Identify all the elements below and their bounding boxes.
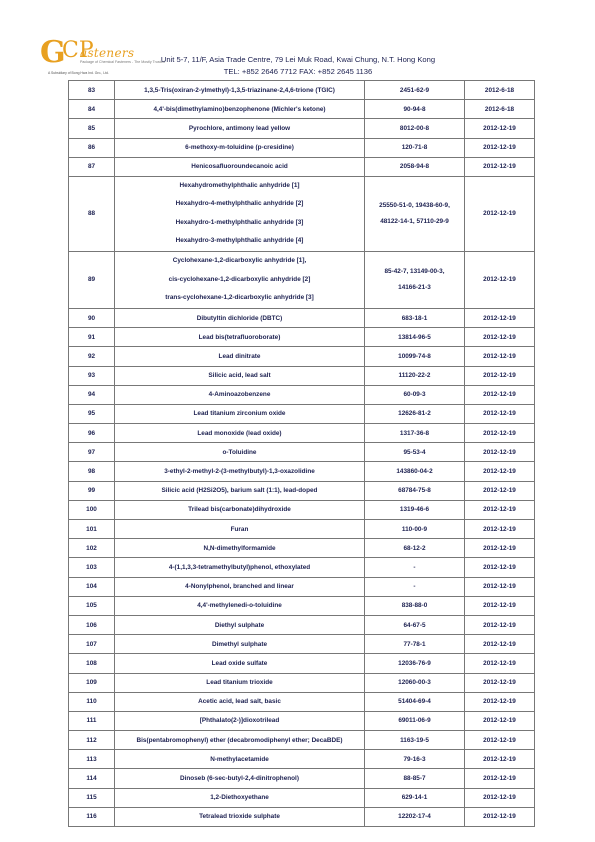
cas-number: 143860-04-2 bbox=[365, 462, 465, 481]
table-row bbox=[69, 157, 535, 176]
row-number: 85 bbox=[69, 119, 115, 138]
substance-name bbox=[115, 251, 365, 308]
inclusion-date: 2012-12-19 bbox=[465, 750, 535, 769]
substance-name: Silicic acid (H2Si2O5), barium salt (1:1), lead-doped bbox=[115, 481, 365, 500]
table-row bbox=[69, 711, 535, 730]
cas-number: 69011-06-9 bbox=[365, 711, 465, 730]
cas-number: 12036-76-9 bbox=[365, 654, 465, 673]
inclusion-date: 2012-12-19 bbox=[465, 673, 535, 692]
cas-number: - bbox=[365, 577, 465, 596]
cas-number: 10099-74-8 bbox=[365, 347, 465, 366]
table-row bbox=[69, 251, 535, 308]
inclusion-date: 2012-12-19 bbox=[465, 596, 535, 615]
table-row bbox=[69, 520, 535, 539]
cas-number: 110-00-9 bbox=[365, 520, 465, 539]
substance-name: Trilead bis(carbonate)dihydroxide bbox=[115, 500, 365, 519]
cas-number: 2451-62-9 bbox=[365, 81, 465, 100]
cas-number: 1163-19-5 bbox=[365, 731, 465, 750]
row-number: 90 bbox=[69, 308, 115, 327]
substance-name: Acetic acid, lead salt, basic bbox=[115, 692, 365, 711]
substance-name-line: cis-cyclohexane-1,2-dicarboxylic anhydride [2] bbox=[168, 275, 311, 283]
cas-number-line: 25550-51-0, 19438-60-9, bbox=[379, 201, 450, 209]
substance-name: Dibutyltin dichloride (DBTC) bbox=[115, 308, 365, 327]
inclusion-date: 2012-12-19 bbox=[465, 539, 535, 558]
inclusion-date: 2012-12-19 bbox=[465, 443, 535, 462]
cas-number: 90-94-8 bbox=[365, 100, 465, 119]
row-number: 93 bbox=[69, 366, 115, 385]
row-number: 101 bbox=[69, 520, 115, 539]
row-number: 103 bbox=[69, 558, 115, 577]
cas-number: 838-88-0 bbox=[365, 596, 465, 615]
row-number: 86 bbox=[69, 138, 115, 157]
row-number: 106 bbox=[69, 615, 115, 634]
row-number: 105 bbox=[69, 596, 115, 615]
inclusion-date: 2012-12-19 bbox=[465, 769, 535, 788]
substance-name: Dinoseb (6-sec-butyl-2,4-dinitrophenol) bbox=[115, 769, 365, 788]
inclusion-date: 2012-12-19 bbox=[465, 788, 535, 807]
inclusion-date: 2012-12-19 bbox=[465, 251, 535, 308]
row-number: 104 bbox=[69, 577, 115, 596]
row-number: 94 bbox=[69, 385, 115, 404]
substance-name: 4-Nonylphenol, branched and linear bbox=[115, 577, 365, 596]
row-number: 92 bbox=[69, 347, 115, 366]
logo-tagline: Package of Chemical Fasteners - The Mostly Trusted bbox=[80, 60, 165, 64]
table-row bbox=[69, 100, 535, 119]
row-number: 110 bbox=[69, 692, 115, 711]
cas-number: 120-71-8 bbox=[365, 138, 465, 157]
logo-cp: CP bbox=[62, 38, 94, 63]
company-logo bbox=[40, 35, 165, 78]
table-row bbox=[69, 635, 535, 654]
inclusion-date: 2012-6-18 bbox=[465, 81, 535, 100]
substance-name: Dimethyl sulphate bbox=[115, 635, 365, 654]
table-row bbox=[69, 539, 535, 558]
cas-number: 77-78-1 bbox=[365, 635, 465, 654]
table-row bbox=[69, 769, 535, 788]
inclusion-date: 2012-12-19 bbox=[465, 404, 535, 423]
cas-number: - bbox=[365, 558, 465, 577]
inclusion-date: 2012-12-19 bbox=[465, 119, 535, 138]
cas-number: 8012-00-8 bbox=[365, 119, 465, 138]
substance-name: N-methylacetamide bbox=[115, 750, 365, 769]
row-number: 100 bbox=[69, 500, 115, 519]
cas-number: 51404-69-4 bbox=[365, 692, 465, 711]
row-number: 96 bbox=[69, 424, 115, 443]
logo-g: G bbox=[40, 35, 66, 70]
substance-name: 4,4'-bis(dimethylamino)benzophenone (Michler's ketone) bbox=[115, 100, 365, 119]
substance-name: Bis(pentabromophenyl) ether (decabromodiphenyl ether; DecaBDE) bbox=[115, 731, 365, 750]
table-row bbox=[69, 692, 535, 711]
substance-name bbox=[115, 176, 365, 251]
row-number: 102 bbox=[69, 539, 115, 558]
cas-number: 88-85-7 bbox=[365, 769, 465, 788]
cas-number: 13814-96-5 bbox=[365, 328, 465, 347]
row-number: 114 bbox=[69, 769, 115, 788]
substance-name: 3-ethyl-2-methyl-2-(3-methylbutyl)-1,3-oxazolidine bbox=[115, 462, 365, 481]
substance-table-body bbox=[69, 81, 535, 827]
inclusion-date: 2012-12-19 bbox=[465, 481, 535, 500]
substance-name: 6-methoxy-m-toluidine (p-cresidine) bbox=[115, 138, 365, 157]
cas-number bbox=[365, 176, 465, 251]
inclusion-date: 2012-12-19 bbox=[465, 654, 535, 673]
substance-name: Silicic acid, lead salt bbox=[115, 366, 365, 385]
cas-number: 12202-17-4 bbox=[365, 807, 465, 826]
row-number: 109 bbox=[69, 673, 115, 692]
substance-name-line: Hexahydro-4-methylphthalic anhydride [2] bbox=[175, 200, 304, 208]
cas-number: 2058-94-8 bbox=[365, 157, 465, 176]
substance-name: Lead titanium trioxide bbox=[115, 673, 365, 692]
table-row bbox=[69, 424, 535, 443]
cas-number: 60-09-3 bbox=[365, 385, 465, 404]
table-row bbox=[69, 138, 535, 157]
inclusion-date: 2012-12-19 bbox=[465, 157, 535, 176]
cas-number: 79-16-3 bbox=[365, 750, 465, 769]
row-number: 83 bbox=[69, 81, 115, 100]
substance-name: Furan bbox=[115, 520, 365, 539]
row-number: 99 bbox=[69, 481, 115, 500]
table-row bbox=[69, 673, 535, 692]
inclusion-date: 2012-12-19 bbox=[465, 615, 535, 634]
inclusion-date: 2012-12-19 bbox=[465, 500, 535, 519]
cas-number: 64-67-5 bbox=[365, 615, 465, 634]
table-row bbox=[69, 443, 535, 462]
substance-name-line: Cyclohexane-1,2-dicarboxylic anhydride [1], bbox=[172, 257, 307, 265]
inclusion-date: 2012-12-19 bbox=[465, 520, 535, 539]
substance-name: 4-(1,1,3,3-tetramethylbutyl)phenol, ethoxylated bbox=[115, 558, 365, 577]
substance-name: o-Toluidine bbox=[115, 443, 365, 462]
table-row bbox=[69, 750, 535, 769]
inclusion-date: 2012-12-19 bbox=[465, 366, 535, 385]
company-address bbox=[148, 54, 448, 78]
substance-name: N,N-dimethylformamide bbox=[115, 539, 365, 558]
row-number: 111 bbox=[69, 711, 115, 730]
substance-name: Lead titanium zirconium oxide bbox=[115, 404, 365, 423]
inclusion-date: 2012-12-19 bbox=[465, 577, 535, 596]
substance-name-line: Hexahydro-3-methylphthalic anhydride [4] bbox=[175, 237, 304, 245]
table-row bbox=[69, 615, 535, 634]
cas-number: 683-18-1 bbox=[365, 308, 465, 327]
table-row bbox=[69, 731, 535, 750]
table-row bbox=[69, 481, 535, 500]
inclusion-date: 2012-12-19 bbox=[465, 692, 535, 711]
table-row bbox=[69, 404, 535, 423]
substance-name: Lead monoxide (lead oxide) bbox=[115, 424, 365, 443]
inclusion-date: 2012-12-19 bbox=[465, 138, 535, 157]
substance-table bbox=[68, 80, 535, 827]
table-row bbox=[69, 807, 535, 826]
substance-name: Lead oxide sulfate bbox=[115, 654, 365, 673]
inclusion-date: 2012-12-19 bbox=[465, 635, 535, 654]
cas-number: 1317-36-8 bbox=[365, 424, 465, 443]
substance-name-line: Hexahydromethylphthalic anhydride [1] bbox=[179, 181, 300, 189]
inclusion-date: 2012-12-19 bbox=[465, 347, 535, 366]
inclusion-date: 2012-6-18 bbox=[465, 100, 535, 119]
substance-name: Lead dinitrate bbox=[115, 347, 365, 366]
inclusion-date: 2012-12-19 bbox=[465, 308, 535, 327]
table-row bbox=[69, 788, 535, 807]
cas-number-line: 14166-21-3 bbox=[398, 283, 431, 291]
row-number: 91 bbox=[69, 328, 115, 347]
row-number: 87 bbox=[69, 157, 115, 176]
table-row bbox=[69, 119, 535, 138]
row-number: 97 bbox=[69, 443, 115, 462]
substance-name: [Phthalato(2-)]dioxotrilead bbox=[115, 711, 365, 730]
logo-subsidiary: A Subsidiary of Bong Hwa Ind. Gro., Ltd. bbox=[48, 71, 109, 75]
row-number: 89 bbox=[69, 251, 115, 308]
substance-name: 1,3,5-Tris(oxiran-2-ylmethyl)-1,3,5-triazinane-2,4,6-trione (TGIC) bbox=[115, 81, 365, 100]
row-number: 95 bbox=[69, 404, 115, 423]
substance-name: Diethyl sulphate bbox=[115, 615, 365, 634]
inclusion-date: 2012-12-19 bbox=[465, 176, 535, 251]
table-row bbox=[69, 347, 535, 366]
cas-number: 68784-75-8 bbox=[365, 481, 465, 500]
substance-name: Henicosafluoroundecanoic acid bbox=[115, 157, 365, 176]
row-number: 115 bbox=[69, 788, 115, 807]
row-number: 88 bbox=[69, 176, 115, 251]
cas-number: 12626-81-2 bbox=[365, 404, 465, 423]
substance-name-line: Hexahydro-1-methylphthalic anhydride [3] bbox=[175, 218, 304, 226]
inclusion-date: 2012-12-19 bbox=[465, 807, 535, 826]
cas-number: 12060-00-3 bbox=[365, 673, 465, 692]
inclusion-date: 2012-12-19 bbox=[465, 462, 535, 481]
inclusion-date: 2012-12-19 bbox=[465, 424, 535, 443]
inclusion-date: 2012-12-19 bbox=[465, 558, 535, 577]
substance-name: Tetralead trioxide sulphate bbox=[115, 807, 365, 826]
row-number: 116 bbox=[69, 807, 115, 826]
substance-name: 4-Aminoazobenzene bbox=[115, 385, 365, 404]
substance-name: Pyrochlore, antimony lead yellow bbox=[115, 119, 365, 138]
row-number: 107 bbox=[69, 635, 115, 654]
row-number: 84 bbox=[69, 100, 115, 119]
table-row bbox=[69, 596, 535, 615]
cas-number-line: 48122-14-1, 57110-29-9 bbox=[380, 217, 449, 225]
substance-name: Lead bis(tetrafluoroborate) bbox=[115, 328, 365, 347]
cas-number: 629-14-1 bbox=[365, 788, 465, 807]
substance-name: 4,4'-methylenedi-o-toluidine bbox=[115, 596, 365, 615]
phone-line: TEL: +852 2646 7712 FAX: +852 2645 1136 bbox=[223, 67, 373, 76]
inclusion-date: 2012-12-19 bbox=[465, 328, 535, 347]
row-number: 113 bbox=[69, 750, 115, 769]
page-header bbox=[0, 0, 595, 82]
inclusion-date: 2012-12-19 bbox=[465, 731, 535, 750]
cas-number: 1319-46-6 bbox=[365, 500, 465, 519]
cas-number bbox=[365, 251, 465, 308]
table-row bbox=[69, 308, 535, 327]
cas-number: 68-12-2 bbox=[365, 539, 465, 558]
table-row bbox=[69, 81, 535, 100]
inclusion-date: 2012-12-19 bbox=[465, 385, 535, 404]
cas-number-line: 85-42-7, 13149-00-3, bbox=[384, 267, 445, 275]
address-line: Unit 5-7, 11/F, Asia Trade Centre, 79 Lei Muk Road, Kwai Chung, N.T. Hong Kong bbox=[160, 55, 436, 64]
table-row bbox=[69, 500, 535, 519]
table-row bbox=[69, 176, 535, 251]
cas-number: 95-53-4 bbox=[365, 443, 465, 462]
substance-name: 1,2-Diethoxyethane bbox=[115, 788, 365, 807]
row-number: 98 bbox=[69, 462, 115, 481]
table-row bbox=[69, 385, 535, 404]
table-row bbox=[69, 328, 535, 347]
row-number: 112 bbox=[69, 731, 115, 750]
inclusion-date: 2012-12-19 bbox=[465, 711, 535, 730]
logo-brand: asteners bbox=[80, 46, 135, 60]
cas-number: 11120-22-2 bbox=[365, 366, 465, 385]
row-number: 108 bbox=[69, 654, 115, 673]
table-row bbox=[69, 577, 535, 596]
table-row bbox=[69, 366, 535, 385]
table-row bbox=[69, 654, 535, 673]
table-row bbox=[69, 558, 535, 577]
table-row bbox=[69, 462, 535, 481]
substance-name-line: trans-cyclohexane-1,2-dicarboxylic anhydride [3] bbox=[165, 294, 314, 302]
